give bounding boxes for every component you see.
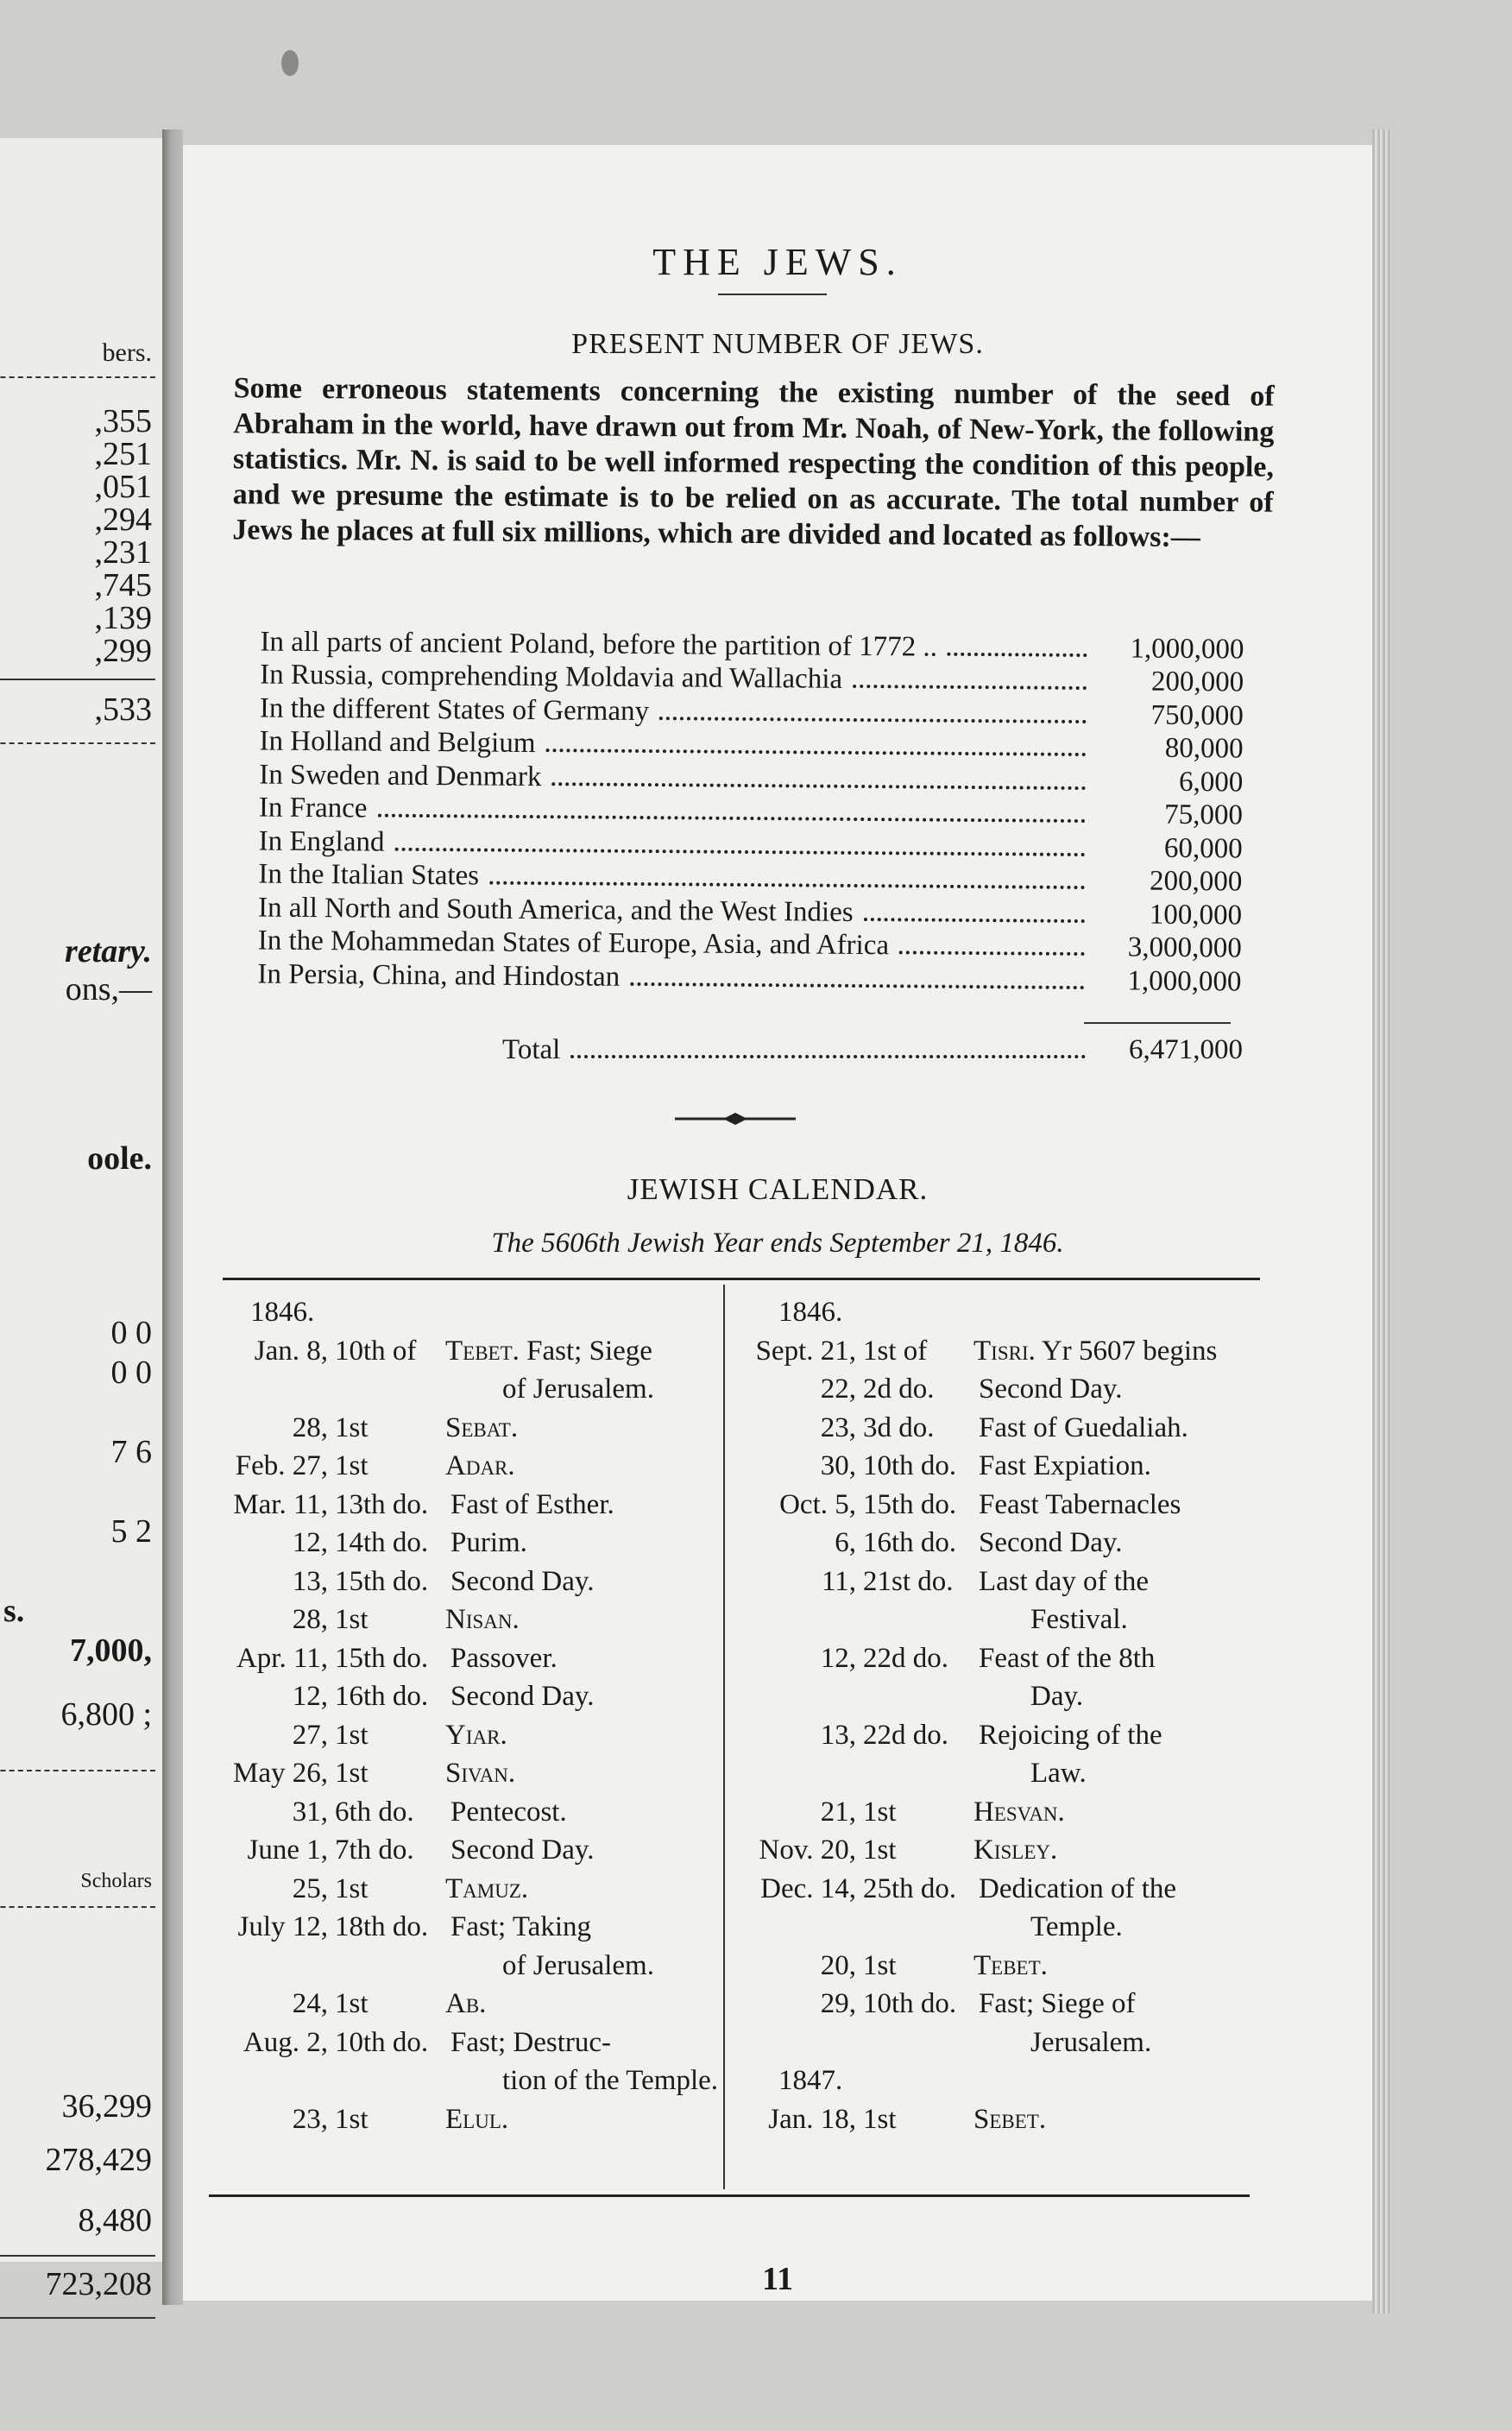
leader-dots	[853, 685, 1087, 690]
entry-date: 11,	[821, 1565, 856, 1597]
entry-day: 1st	[335, 1872, 369, 1904]
entry-date: 13,	[820, 1719, 856, 1751]
leader-dots	[948, 652, 1087, 656]
ink-smudge	[281, 50, 299, 76]
entry-day: 21st do.	[863, 1565, 954, 1597]
entry-note-tail: Fast; Siege	[519, 1335, 652, 1367]
section-title: PRESENT NUMBER OF JEWS.	[571, 328, 984, 360]
calendar-column-1846-first-half	[209, 1293, 718, 2138]
calendar-entry	[737, 1563, 1246, 1601]
leader-dots	[899, 950, 1085, 956]
jew-count: 75,000	[1164, 799, 1244, 831]
entry-note: Second Day.	[450, 1834, 595, 1866]
entry-date: May 26,	[233, 1758, 328, 1789]
left-total: ,533	[94, 691, 152, 728]
entry-date: 25,	[292, 1872, 328, 1904]
entry-note: Pentecost.	[450, 1796, 567, 1828]
entry-day: 16th do.	[335, 1681, 429, 1712]
entry-day: 7th do.	[335, 1834, 414, 1866]
jew-count: 200,000	[1150, 666, 1244, 698]
entry-note: Second Day.	[979, 1527, 1123, 1558]
entry-note: Passover.	[450, 1642, 558, 1674]
calendar-bottom-rule	[209, 2194, 1250, 2197]
entry-day: 10th do.	[863, 1450, 957, 1481]
hebrew-month: Adar.	[445, 1450, 515, 1481]
entry-day: 1st	[335, 1411, 369, 1443]
calendar-entry	[737, 1985, 1246, 2024]
entry-date: 22,	[820, 1373, 856, 1405]
hebrew-month: Ab.	[445, 1988, 487, 2019]
leader-dots	[551, 782, 1086, 790]
calendar-entry	[737, 1639, 1246, 1678]
entry-day: 1st	[863, 2103, 897, 2135]
calendar-entry	[209, 1639, 718, 1678]
left-word: ons,—	[65, 971, 152, 1007]
entry-note	[445, 1409, 718, 1448]
entry-note: Law.	[1030, 1758, 1087, 1789]
entry-date: 12,	[820, 1642, 856, 1674]
calendar-title: JEWISH CALENDAR.	[627, 1172, 929, 1206]
entry-day: 22d do.	[863, 1642, 948, 1674]
entry-note	[445, 1985, 718, 2024]
calendar-entry	[737, 1716, 1246, 1755]
calendar-entry-continuation	[737, 1908, 1246, 1947]
entry-date: 24,	[292, 1988, 328, 2019]
calendar-year	[737, 1293, 1246, 1332]
year-label: 1846.	[778, 1297, 843, 1328]
left-number: ,139	[94, 600, 152, 636]
scholars-value: 278,429	[45, 2142, 152, 2178]
entry-note	[445, 1754, 718, 1793]
entry-note: Temple.	[1030, 1911, 1123, 1942]
region-name: In the Mohammedan States of Europe, Asia, and Africa	[257, 925, 890, 962]
calendar-year	[737, 2062, 1246, 2100]
left-total-rule	[0, 2255, 155, 2257]
entry-date: 30,	[820, 1450, 856, 1481]
calendar-entry	[209, 2024, 718, 2062]
calendar-entry	[209, 1985, 718, 2024]
calendar-top-rule	[223, 1278, 1260, 1280]
calendar-entry	[209, 1409, 718, 1448]
jew-count: 1,000,000	[1130, 632, 1244, 665]
hebrew-month: Sivan.	[445, 1758, 516, 1789]
entry-note: Purim.	[450, 1527, 527, 1558]
entry-date: 6,	[835, 1527, 856, 1558]
left-rule	[0, 1770, 155, 1771]
entry-note: Dedication of the	[979, 1872, 1177, 1904]
entry-day: 10th do.	[863, 1988, 957, 2019]
entry-date: June 1,	[247, 1834, 328, 1866]
entry-date: Oct. 5,	[779, 1488, 856, 1520]
entry-note: Feast Tabernacles	[979, 1488, 1181, 1520]
calendar-entry	[209, 1870, 718, 1909]
left-pair: 7 6	[110, 1434, 152, 1470]
calendar-entry	[737, 1524, 1246, 1563]
entry-date: 20,	[820, 1949, 856, 1981]
entry-day: 1st	[863, 1796, 897, 1828]
jew-count: 200,000	[1149, 865, 1243, 898]
calendar-entry	[737, 2100, 1246, 2139]
title-rule	[718, 294, 827, 295]
entry-day: 13th do.	[335, 1488, 429, 1520]
calendar-entry	[209, 1831, 718, 1870]
entry-note: Festival.	[1030, 1604, 1128, 1635]
calendar-entry	[209, 1486, 718, 1525]
entry-note: of Jerusalem.	[502, 1949, 654, 1981]
calendar-entry	[737, 1409, 1246, 1448]
entry-date: Nov. 20,	[759, 1834, 856, 1866]
entry-note: Fast Expiation.	[979, 1450, 1151, 1481]
hebrew-month: Tamuz.	[445, 1872, 529, 1904]
entry-day: 10th of	[335, 1335, 417, 1367]
entry-date: 13,	[292, 1565, 328, 1597]
left-word: retary.	[65, 933, 152, 969]
page-edges	[1372, 129, 1391, 2314]
entry-date: Dec. 14,	[760, 1872, 856, 1904]
left-header-rule	[0, 376, 155, 378]
hebrew-month: Elul.	[445, 2103, 509, 2135]
region-name: In France	[258, 792, 368, 824]
entry-date: Jan. 18,	[768, 2103, 856, 2135]
calendar-year	[209, 1293, 718, 1332]
entry-note: Last day of the	[979, 1565, 1150, 1597]
page-title: THE JEWS.	[652, 241, 903, 283]
hebrew-month: Nisan.	[445, 1604, 520, 1635]
entry-day: 15th do.	[335, 1642, 429, 1674]
jew-count: 80,000	[1164, 732, 1244, 765]
calendar-entry	[209, 1793, 718, 1832]
entry-day: 1st	[335, 1450, 369, 1481]
left-value: 7,000,	[70, 1632, 152, 1669]
entry-note: Second Day.	[450, 1565, 595, 1597]
entry-date: 23,	[292, 2103, 328, 2135]
calendar-entry	[737, 1486, 1246, 1525]
entry-date: 27,	[292, 1719, 328, 1751]
total-row	[502, 1032, 1243, 1066]
calendar-entry-continuation	[209, 1947, 718, 1986]
entry-day: 1st	[335, 1719, 369, 1751]
entry-note-tail: Yr 5607 begins	[1035, 1335, 1218, 1367]
calendar-entry	[209, 1677, 718, 1716]
left-number: ,355	[94, 403, 152, 439]
calendar-entry-continuation	[209, 2062, 718, 2100]
entry-date: Feb. 27,	[235, 1450, 328, 1481]
entry-day: 15th do.	[335, 1565, 429, 1597]
jew-count: 750,000	[1150, 699, 1244, 731]
scholars-total: 723,208	[45, 2266, 152, 2302]
total-label: Total	[502, 1033, 561, 1065]
left-number: ,745	[94, 567, 152, 603]
calendar-entry	[737, 1793, 1246, 1832]
entry-date: 29,	[820, 1988, 856, 2019]
calendar-entry	[209, 1754, 718, 1793]
entry-note	[973, 1793, 1246, 1832]
entry-note: Fast of Esther.	[450, 1488, 614, 1520]
entry-day: 2d do.	[863, 1373, 935, 1405]
entry-note: Second Day.	[450, 1681, 595, 1712]
calendar-entry-continuation	[737, 1677, 1246, 1716]
entry-note: of Jerusalem.	[502, 1373, 654, 1405]
left-number: ,251	[94, 436, 152, 472]
scholars-value: 8,480	[78, 2202, 152, 2238]
left-header: bers.	[102, 338, 152, 367]
entry-day: 22d do.	[863, 1719, 948, 1751]
left-pair: 0 0	[110, 1315, 152, 1351]
entry-note	[445, 1332, 718, 1371]
leader-dots	[659, 717, 1087, 723]
year-label: 1847.	[778, 2065, 843, 2096]
entry-note: Fast; Siege of	[979, 1988, 1136, 2019]
calendar-entry	[209, 1524, 718, 1563]
calendar-subtitle: The 5606th Jewish Year ends September 21, 1846.	[491, 1228, 1064, 1259]
region-name: In Russia, comprehending Moldavia and Wallachia	[260, 659, 843, 695]
entry-date: 12,	[292, 1527, 328, 1558]
entry-note: Jerusalem.	[1030, 2026, 1152, 2058]
calendar-entry	[737, 1332, 1246, 1371]
entry-note: Second Day.	[979, 1373, 1123, 1405]
calendar-entry	[209, 1563, 718, 1601]
book-gutter	[162, 129, 183, 2305]
entry-note	[445, 2100, 718, 2139]
hebrew-month: Hesvan.	[973, 1796, 1065, 1828]
total-value: 6,471,000	[1129, 1033, 1243, 1065]
hebrew-month: Tisri.	[973, 1335, 1036, 1367]
leader-dots	[864, 918, 1085, 923]
population-table	[257, 625, 1244, 998]
year-label: 1846.	[250, 1297, 315, 1328]
region-name: In England	[258, 825, 385, 858]
hebrew-month: Sebet.	[973, 2103, 1047, 2135]
jew-count: 1,000,000	[1127, 964, 1242, 997]
entry-date: 28,	[292, 1411, 328, 1443]
entry-note	[445, 1716, 718, 1755]
entry-day: 25th do.	[863, 1872, 957, 1904]
region-name: In Holland and Belgium	[259, 725, 536, 760]
entry-day: 10th do.	[335, 2026, 429, 2058]
entry-day: 1st	[335, 1758, 369, 1789]
calendar-entry-continuation	[737, 1754, 1246, 1793]
entry-day: 3d do.	[863, 1411, 935, 1443]
region-name: In Sweden and Denmark	[259, 759, 542, 792]
intro-paragraph: Some erroneous statements concerning the existing number of the seed of Abraham in the world, have drawn out from Mr. Noah, of New-York, the following statistics. Mr. N. is said to be well informed respecting the condition of this people, and we presume the estimate is to be relied on as accurate. The total number of Jews he places at full six millions, which are divided and located as follows:—	[232, 372, 1275, 554]
calendar-entry	[737, 1870, 1246, 1909]
entry-day: 1st	[863, 1834, 897, 1866]
leader-dots	[630, 982, 1084, 988]
hebrew-month: Kisley.	[973, 1834, 1058, 1866]
scholars-value: 36,299	[61, 2088, 152, 2125]
entry-date: Aug. 2,	[243, 2026, 328, 2058]
entry-day: 14th do.	[335, 1527, 429, 1558]
left-total-rule	[0, 679, 155, 680]
entry-date: Jan. 8,	[254, 1335, 328, 1367]
calendar-entry	[737, 1370, 1246, 1409]
entry-date: 28,	[292, 1604, 328, 1635]
entry-note	[445, 1870, 718, 1909]
page-number: 11	[762, 2261, 793, 2297]
entry-date: 21,	[820, 1796, 856, 1828]
entry-date: Apr. 11,	[236, 1642, 328, 1674]
entry-date: 23,	[820, 1411, 856, 1443]
calendar-entry-continuation	[737, 1601, 1246, 1639]
jew-count: 3,000,000	[1127, 931, 1242, 964]
calendar-column-rule	[723, 1285, 725, 2189]
calendar-entry	[737, 1447, 1246, 1486]
entry-note: Fast; Destruc-	[450, 2026, 612, 2058]
calendar-entry	[209, 2100, 718, 2139]
calendar-entry	[209, 1716, 718, 1755]
calendar-entry	[737, 1947, 1246, 1986]
leader-dots	[377, 814, 1085, 823]
entry-date: 12,	[292, 1681, 328, 1712]
entry-note	[973, 1947, 1246, 1986]
left-mark: s.	[3, 1593, 25, 1629]
leader-dots	[570, 1055, 1086, 1058]
total-rule	[1084, 1022, 1231, 1024]
leader-dots	[394, 847, 1085, 856]
hebrew-month: Tebet.	[445, 1335, 520, 1367]
previous-page-fragment	[0, 138, 162, 2302]
calendar-column-1846-second-half	[737, 1293, 1246, 2138]
calendar-entry-continuation	[737, 2024, 1246, 2062]
calendar-entry	[209, 1601, 718, 1639]
scholars-header: Scholars	[80, 1870, 152, 1892]
jew-count: 60,000	[1163, 832, 1243, 864]
left-rule	[0, 1906, 155, 1908]
ornament-divider	[675, 1110, 796, 1127]
entry-note: tion of the Temple.	[502, 2065, 719, 2096]
entry-day: 18th do.	[335, 1911, 429, 1942]
hebrew-month: Tebet.	[973, 1949, 1048, 1981]
jew-count: 100,000	[1149, 899, 1243, 931]
entry-date: 31,	[292, 1796, 328, 1828]
leader-dots	[545, 748, 1086, 756]
entry-note	[445, 1447, 718, 1486]
hebrew-month: Yiar.	[445, 1719, 507, 1751]
entry-note: Day.	[1030, 1681, 1084, 1712]
left-number: ,051	[94, 469, 152, 505]
left-value: 6,800 ;	[60, 1696, 152, 1733]
entry-note	[973, 2100, 1246, 2139]
entry-note	[973, 1332, 1246, 1371]
leader-dots	[489, 881, 1085, 889]
region-name: In Persia, China, and Hindostan	[257, 958, 621, 993]
left-number: ,299	[94, 633, 152, 669]
left-pair: 0 0	[110, 1354, 152, 1391]
entry-day: 16th do.	[863, 1527, 957, 1558]
calendar-entry	[209, 1908, 718, 1947]
entry-note: Rejoicing of the	[979, 1719, 1162, 1751]
region-name: In the different States of Germany	[259, 692, 650, 727]
entry-date: Mar. 11,	[233, 1488, 328, 1520]
entry-note: Fast of Guedaliah.	[979, 1411, 1188, 1443]
hebrew-month: Sebat.	[445, 1411, 519, 1443]
entry-note: Feast of the 8th	[979, 1642, 1156, 1674]
entry-day: 15th do.	[863, 1488, 957, 1520]
entry-date: Sept. 21,	[755, 1335, 856, 1367]
entry-note: Fast; Taking	[450, 1911, 592, 1942]
population-row	[257, 957, 1241, 998]
entry-day: 1st	[335, 1988, 369, 2019]
entry-date: July 12,	[237, 1911, 328, 1942]
left-rule	[0, 742, 155, 744]
jew-count: 6,000	[1178, 766, 1244, 798]
calendar-entry	[209, 1447, 718, 1486]
page	[183, 145, 1372, 2301]
calendar-entry	[737, 1831, 1246, 1870]
left-pair: 5 2	[110, 1513, 152, 1550]
entry-day: 6th do.	[335, 1796, 414, 1828]
region-name: In the Italian States	[258, 858, 480, 892]
left-rule	[0, 2317, 155, 2319]
entry-day: 1st of	[863, 1335, 928, 1367]
calendar-entry-continuation	[209, 1370, 718, 1409]
left-word: oole.	[87, 1140, 152, 1177]
calendar-entry	[209, 1332, 718, 1371]
entry-day: 1st	[335, 1604, 369, 1635]
left-number: ,231	[94, 534, 152, 571]
region-name: In all North and South America, and the West Indies	[257, 892, 854, 928]
left-number: ,294	[94, 502, 152, 538]
entry-note	[445, 1601, 718, 1639]
entry-day: 1st	[335, 2103, 369, 2135]
region-name: In all parts of ancient Poland, before the partition of 1772 ..	[260, 626, 938, 663]
entry-day: 1st	[863, 1949, 897, 1981]
entry-note	[973, 1831, 1246, 1870]
